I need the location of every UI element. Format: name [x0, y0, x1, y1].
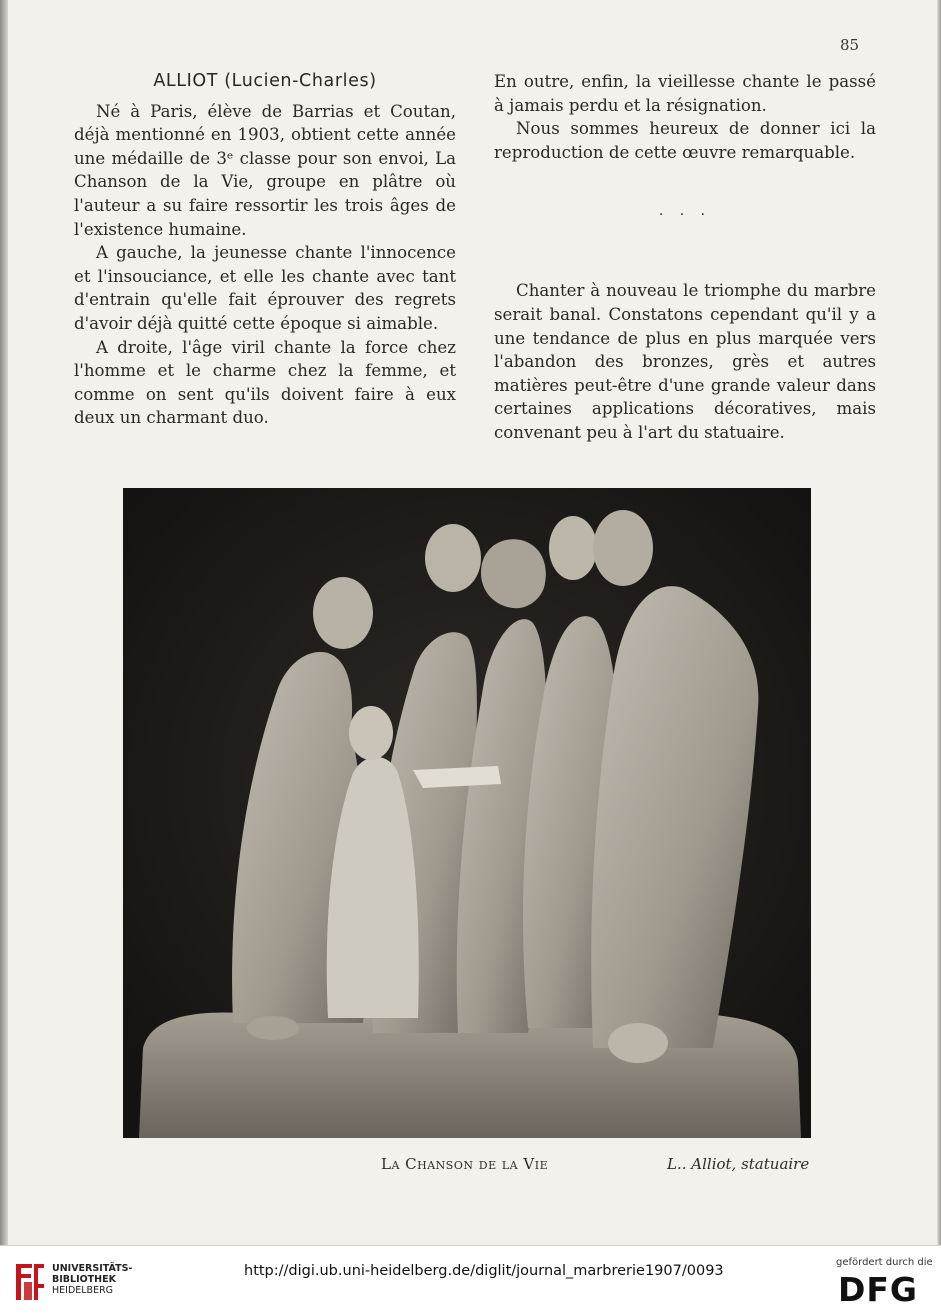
dfg-logo[interactable]: DFG: [838, 1270, 919, 1309]
figure-caption-credit: [667, 1155, 809, 1173]
right-paragraph: En outre, enfin, la vieillesse chante le passé à jamais perdu et la résignation.: [494, 72, 876, 115]
left-paragraph: Né à Paris, élève de Barrias et Coutan, déjà mentionné en 1903, obtient cette année une médaille de 3ᵉ classe pour son envoi, La Chanson de la Vie, groupe en plâtre où l'auteur a su faire ressortir les trois âges de l'existence humaine.: [74, 101, 456, 239]
page-number: 85: [840, 36, 860, 54]
library-name-line2: BIBLIOTHEK: [52, 1274, 116, 1285]
left-paragraph: A droite, l'âge viril chante la force chez l'homme et le charme chez la femme, et comme on sent qu'ils doivent faire à eux deux un charmant duo.: [74, 337, 456, 428]
sculpture-photograph: [123, 488, 811, 1138]
left-paragraph: A gauche, la jeunesse chante l'innocence et l'insouciance, et elle les chante avec tant d'entrain qu'elle fait éprouver des regrets d'avoir déjà quitté cette époque si aimable.: [74, 243, 456, 333]
scan-edge-right: [937, 0, 941, 1245]
article-heading: ALLIOT (Lucien-Charles): [153, 71, 377, 91]
right-column: [494, 70, 876, 445]
scan-edge-left: [0, 0, 8, 1245]
left-column: [74, 70, 456, 430]
sculpture-illustration: [123, 488, 811, 1138]
right-paragraph: Nous sommes heureux de donner ici la reproduction de cette œuvre remarquable.: [494, 119, 876, 162]
figure-caption-title: La Chanson de la Vie: [381, 1155, 549, 1173]
source-url-link[interactable]: http://digi.ub.uni-heidelberg.de/diglit/journal_marbrerie1907/0093: [244, 1263, 724, 1279]
document-page: [8, 0, 937, 1245]
library-name[interactable]: [52, 1263, 132, 1296]
funding-label: gefördert durch die: [836, 1257, 933, 1268]
caption-credit-text: L.. Alliot, statuaire: [667, 1155, 810, 1173]
ornament-dots: · · ·: [658, 207, 712, 224]
library-name-line3: HEIDELBERG: [52, 1285, 114, 1296]
digitization-footer: [0, 1245, 941, 1315]
university-library-logo-icon[interactable]: [12, 1258, 48, 1306]
right-paragraph: Chanter à nouveau le triomphe du marbre serait banal. Constatons cependant qu'il y a une tendance de plus en plus marquée vers l'abandon des bronzes, grès et autres matières peut-être d'une grande valeur dans certaines applications décoratives, mais convenant peu à l'art du statuaire.: [494, 281, 876, 442]
library-name-line1: UNIVERSITÄTS-: [52, 1263, 133, 1274]
section-ornament: [494, 164, 876, 254]
